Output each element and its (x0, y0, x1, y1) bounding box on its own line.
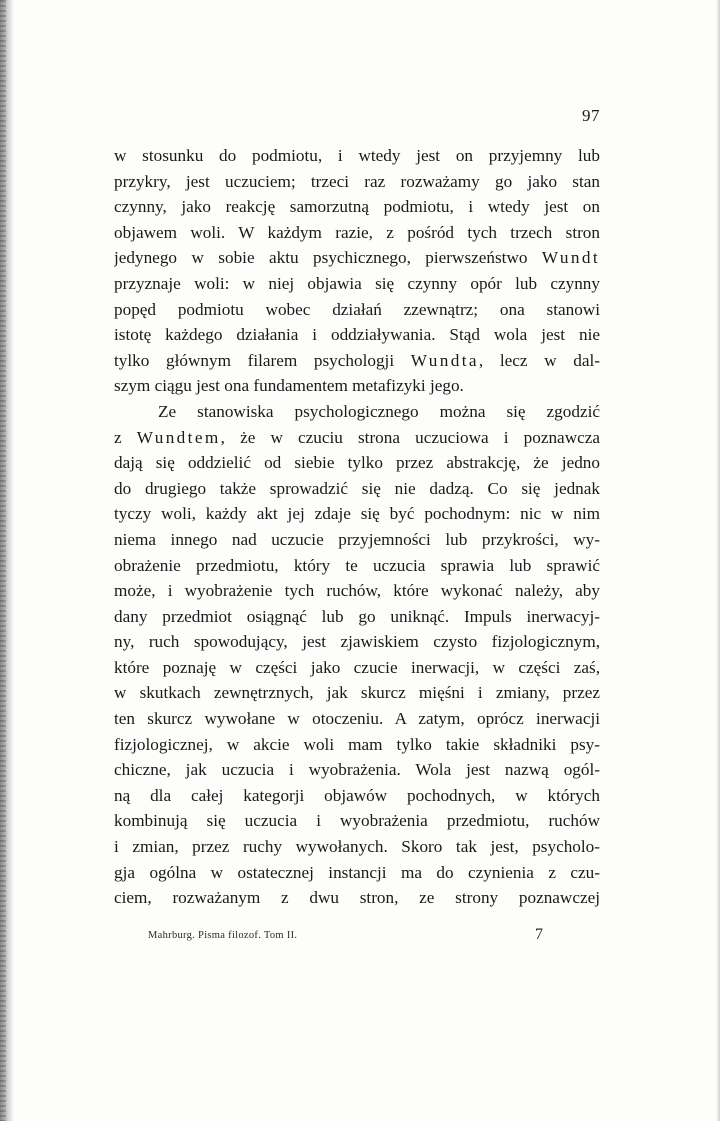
text-line: obrażenie przedmiotu, który te uczucia sprawia lub sprawić (114, 555, 600, 575)
page-right-edge (716, 0, 720, 1121)
text-line: w stosunku do podmiotu, i wtedy jest on przyjemny lub (114, 146, 600, 165)
spaced-name: Wundta (410, 350, 479, 370)
text-line: ten skurcz wywołane w otoczeniu. A zatym, oprócz inerwacji (114, 709, 600, 729)
text-line: tyczy woli, każdy akt jej zdaje się być pochodnym: nic w nim (114, 504, 600, 524)
text-line: czynny, jako reakcję samorzutną podmiotu, i wtedy jest on (114, 197, 600, 217)
page-number: 97 (582, 106, 600, 125)
text-line: tylko głównym filarem psychologji Wundta, lecz w dal- (114, 350, 600, 370)
text-line: do drugiego także sprowadzić się nie dadzą. Co się jednak (114, 478, 600, 498)
spaced-name: Wundt (541, 248, 600, 268)
text-line: niema innego nad uczucie przyjemności lub przykrości, wy- (114, 529, 600, 549)
text-line: które poznaję w części jako czucie inerwacji, w części zaś, (114, 657, 600, 677)
text-line: kombinują się uczucia i wyobrażenia przedmiotu, ruchów (114, 811, 600, 831)
text-line: i zmian, przez ruchy wywołanych. Skoro tak jest, psycholo- (114, 837, 600, 857)
text-line: istotę każdego działania i oddziaływania. Stąd wola jest nie (114, 325, 600, 345)
text-line: ną dla całej kategorji objawów pochodnych, w których (114, 785, 600, 805)
text-line: popęd podmiotu wobec działań zzewnątrz; ona stanowi (114, 299, 600, 319)
text-line-paragraph-end: szym ciągu jest ona fundamentem metafizyki jego. (114, 376, 464, 396)
binding-edge-shadow (0, 0, 14, 1121)
text-line: ciem, rozważanym z dwu stron, ze strony poznawczej (114, 888, 600, 908)
footer-signature: Mahrburg. Pisma filozof. Tom II. (148, 930, 298, 941)
text-line-paragraph-start: Ze stanowiska psychologicznego można się zgodzić (158, 401, 600, 421)
text-line: z Wundtem, że w czuciu strona uczuciowa i poznawcza (114, 427, 600, 447)
text-line: fizjologicznej, w akcie woli mam tylko takie składniki psy- (114, 734, 600, 754)
spaced-name: Wundtem (136, 427, 221, 447)
text-line: objawem woli. W każdym razie, z pośród tych trzech stron (114, 222, 600, 242)
text-line: chiczne, jak uczucia i wyobrażenia. Wola jest nazwą ogól- (114, 760, 600, 780)
text-line: dany przedmiot osiągnąć lub go uniknąć. Impuls inerwacyj- (114, 606, 600, 626)
body-text (114, 143, 600, 911)
text-line: przyznaje woli: w niej objawia się czynny opór lub czynny (114, 273, 600, 293)
footer-sheet-number: 7 (535, 926, 543, 943)
text-line: w skutkach zewnętrznych, jak skurcz mięśni i zmiany, przez (114, 683, 600, 703)
text-line: dają się oddzielić od siebie tylko przez abstrakcję, że jedno (114, 453, 600, 473)
text-line: może, i wyobrażenie tych ruchów, które wykonać należy, aby (114, 581, 600, 601)
text-line: jedynego w sobie aktu psychicznego, pierwszeństwo Wundt (114, 248, 600, 268)
text-line: ny, ruch spowodujący, jest zjawiskiem czysto fizjologicznym, (114, 632, 600, 652)
text-line: przykry, jest uczuciem; trzeci raz rozważamy go jako stan (114, 171, 600, 191)
text-line: gja ogólna w ostatecznej instancji ma do czynienia z czu- (114, 862, 600, 882)
